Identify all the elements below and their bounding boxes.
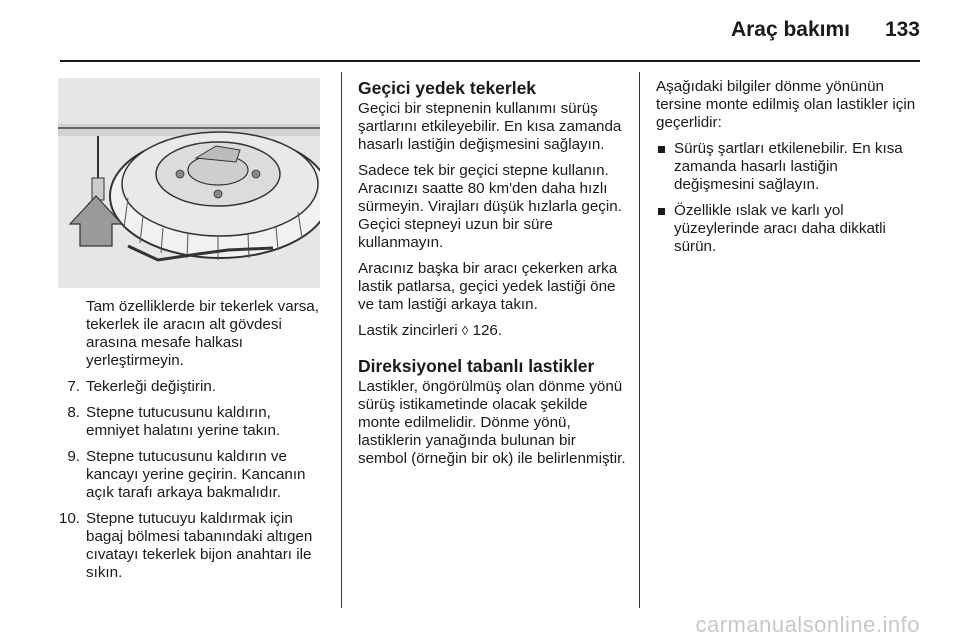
column-left <box>58 78 326 590</box>
list-item <box>58 510 326 582</box>
bullet-list <box>656 140 920 256</box>
page-number: 133 <box>884 18 920 41</box>
list-item <box>656 202 920 256</box>
step-text: Tekerleği değiştirin. <box>86 378 216 395</box>
column-middle <box>358 78 626 476</box>
column-right <box>656 78 920 264</box>
bullet-text: Özellikle ıslak ve karlı yol yüzeylerinde aracı daha dikkatli sürün. <box>674 202 886 255</box>
section-heading: Geçici yedek tekerlek <box>358 78 537 98</box>
reference-page-link[interactable]: 126. <box>472 322 503 339</box>
column-divider <box>639 72 640 608</box>
step-number: 10. <box>58 510 80 527</box>
watermark: carmanualsonline.info <box>695 612 920 637</box>
step-number: 7. <box>67 378 80 395</box>
step-number: 8. <box>67 404 80 421</box>
spare-wheel-drawing <box>58 78 320 288</box>
section-title: Araç bakımı <box>730 18 850 41</box>
header-rule <box>60 60 920 62</box>
section-heading: Direksiyonel tabanlı lastikler <box>358 356 595 376</box>
list-item <box>656 140 920 194</box>
paragraph: Lastikler, öngörülmüş olan dönme yönü sürüş istikametinde olacak şekilde monte edilmelidir. Dönme yönü, lastiklerin yanağında bulunan bir sembol (örneğin bir ok) ile belirlenmiştir. <box>358 378 626 467</box>
bullet-square-icon <box>658 146 665 153</box>
list-item <box>58 378 326 396</box>
step-text: Stepne tutucusunu kaldırın, emniyet halatını yerine takın. <box>86 404 281 439</box>
list-item <box>58 448 326 502</box>
illustration-caption: Tam özelliklerde bir tekerlek varsa, tekerlek ile aracın alt gövdesi arasına mesafe halkası yerleştirmeyin. <box>86 298 319 369</box>
reference-label: Lastik zincirleri <box>358 322 458 339</box>
list-item <box>58 404 326 440</box>
spare-wheel-illustration <box>58 78 320 288</box>
cross-reference <box>358 322 626 340</box>
paragraph: Aşağıdaki bilgiler dönme yönünün tersine monte edilmiş olan lastikler için geçerlidir: <box>656 78 916 131</box>
column-divider <box>341 72 342 608</box>
step-text: Stepne tutucusunu kaldırın ve kancayı yerine geçirin. Kancanın açık tarafı arkaya bakmalıdır. <box>86 448 306 501</box>
steps-list <box>58 378 326 582</box>
step-text: Stepne tutucuyu kaldırmak için bagaj bölmesi tabanındaki altıgen cıvatayı tekerlek bijon anahtarı ile sıkın. <box>86 510 313 581</box>
step-number: 9. <box>67 448 80 465</box>
paragraph: Sadece tek bir geçici stepne kullanın. Aracınızı saatte 80 km'den daha hızlı sürmeyin. Virajları düşük hızlarla geçin. Geçici stepneyi uzun bir süre kullanmayın. <box>358 162 622 251</box>
paragraph: Aracınız başka bir aracı çekerken arka lastik patlarsa, geçici yedek lastiği öne ve tam lastiği arkaya takın. <box>358 260 618 313</box>
page-header <box>0 0 960 62</box>
bullet-text: Sürüş şartları etkilenebilir. En kısa zamanda hasarlı lastiğin değişmesini sağlayın. <box>674 140 903 193</box>
paragraph: Geçici bir stepnenin kullanımı sürüş şartlarını etkileyebilir. En kısa zamanda hasarlı lastiğin değişmesini sağlayın. <box>358 100 622 153</box>
bullet-square-icon <box>658 208 665 215</box>
reference-arrow-icon: ◊ <box>461 323 469 338</box>
